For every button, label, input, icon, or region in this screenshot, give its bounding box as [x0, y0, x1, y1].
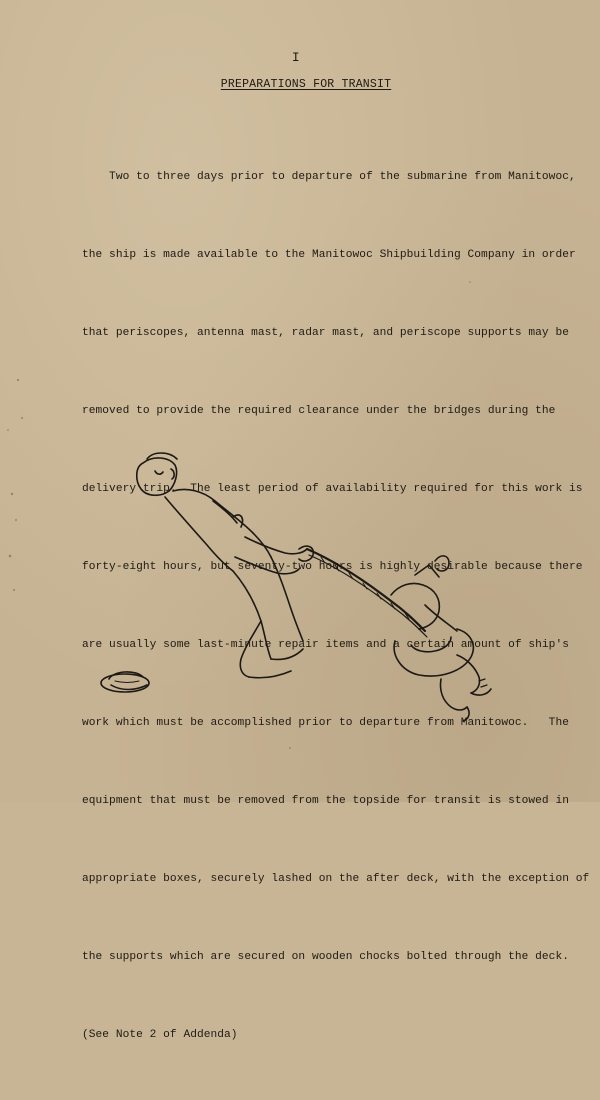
paragraph-line: forty-eight hours, but seventy-two hours is highly desirable because there: [82, 561, 583, 573]
sailor-hauling-rope-illustration: [95, 445, 515, 745]
paragraph-line: that periscopes, antenna mast, radar mast, and periscope supports may be: [82, 327, 569, 339]
coiled-equipment: [394, 629, 473, 676]
paragraph-line: delivery trip. The least period of availability required for this work is: [82, 483, 583, 495]
sailor-head: [137, 458, 177, 495]
section-number: I: [291, 50, 301, 65]
paragraph-line: removed to provide the required clearance under the bridges during the: [82, 405, 556, 417]
section-title: PREPARATIONS FOR TRANSIT: [220, 78, 392, 91]
paragraph-line: (See Note 2 of Addenda): [82, 1029, 238, 1041]
paragraph-line: equipment that must be removed from the topside for transit is stowed in: [82, 795, 569, 807]
paragraph-line: the supports which are secured on wooden chocks bolted through the deck.: [82, 951, 569, 963]
paragraph-line: are usually some last-minute repair items and a certain amount of ship's: [82, 639, 569, 651]
paragraph-line: the ship is made available to the Manitowoc Shipbuilding Company in order: [82, 249, 576, 261]
paragraph-line: appropriate boxes, securely lashed on the after deck, with the exception of: [82, 873, 590, 885]
sailor-legs: [233, 571, 271, 659]
sailor-arm: [245, 537, 307, 554]
paragraph-line: work which must be accomplished prior to departure from Manitowoc. The: [82, 717, 569, 729]
paragraph-line: Two to three days prior to departure of the submarine from Manitowoc,: [82, 171, 576, 183]
